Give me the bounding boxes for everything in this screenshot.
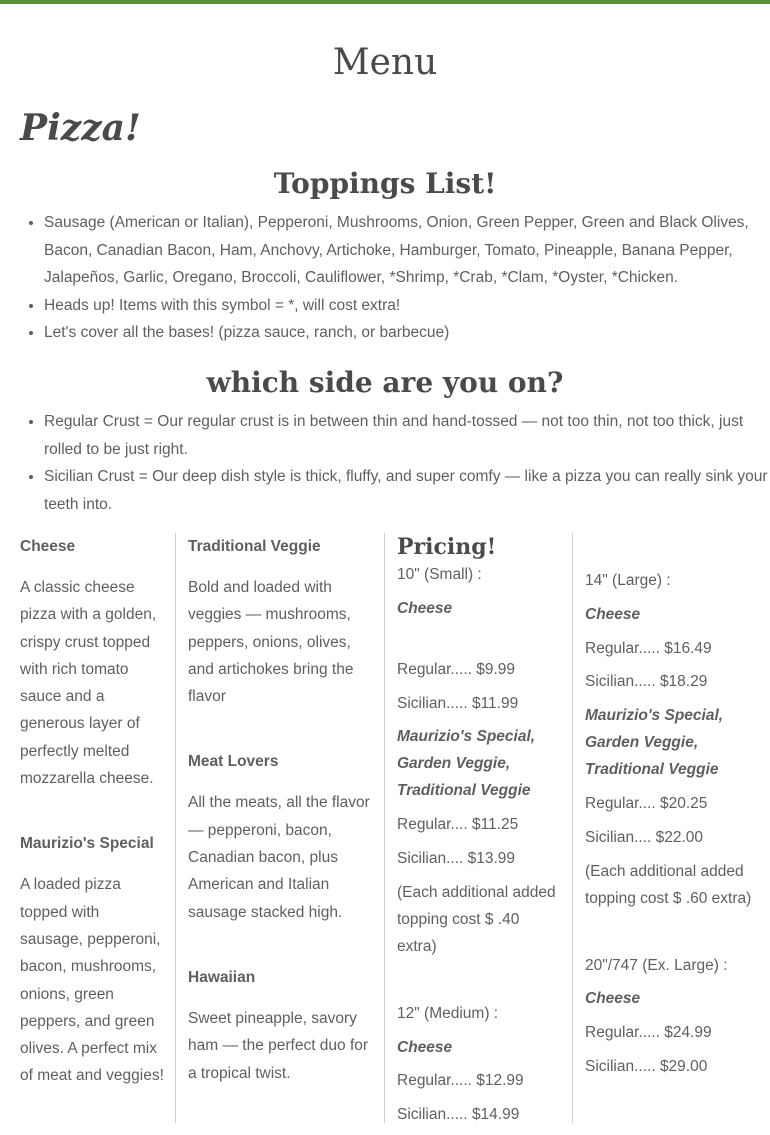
price-regular: Regular..... $16.49 xyxy=(585,639,712,657)
crust-heading: which side are you on? xyxy=(206,366,564,399)
price-sicilian: Sicilian.... $13.99 xyxy=(397,849,516,867)
list-item: • Heads up! Items with this symbol = *, will cost extra! xyxy=(44,292,770,320)
pizza-name-cheese: Cheese xyxy=(20,538,76,555)
pizza-description: Bold and loaded with veggies — mushrooms, peppers, onions, olives, and artichokes bring the flavor xyxy=(188,579,354,706)
pizza-column-1 xyxy=(20,533,165,1128)
section-heading-pizza: Pizza! xyxy=(20,107,141,149)
price-label-cheese: Cheese xyxy=(585,605,641,623)
pizza-description: A loaded pizza topped with sausage, pepperoni, bacon, mushrooms, onions, green peppers, and green olives. A perfect mix of meat and veggies! xyxy=(20,876,164,1085)
list-item: • Let's cover all the bases! (pizza sauce, ranch, or barbecue) xyxy=(44,319,770,347)
size-medium: 12" (Medium) : xyxy=(397,1004,499,1022)
pricing-column-1 xyxy=(397,533,562,1135)
column-divider xyxy=(572,533,573,1123)
price-sicilian: Sicilian.... $22.00 xyxy=(585,828,704,846)
pizza-description: Sweet pineapple, savory ham — the perfect duo for a tropical twist. xyxy=(188,1009,369,1082)
pizza-name-meat-lovers: Meat Lovers xyxy=(188,753,279,771)
pizza-name-traditional-veggie: Traditional Veggie xyxy=(188,538,321,555)
price-regular: Regular..... $12.99 xyxy=(397,1072,524,1090)
pizza-name-hawaiian: Hawaiian xyxy=(188,968,256,986)
price-label-specialty: Maurizio's Special, Garden Veggie, Traditional Veggie xyxy=(397,728,536,800)
list-item: • Regular Crust = Our regular crust is in between thin and hand-tossed — not too thin, not too thick, just rolled to be just right. xyxy=(44,408,770,463)
crust-list xyxy=(20,408,770,518)
price-label-specialty: Maurizio's Special, Garden Veggie, Traditional Veggie xyxy=(585,707,724,779)
pizza-column-2 xyxy=(188,533,374,1125)
price-sicilian: Sicilian..... $29.00 xyxy=(585,1057,708,1075)
column-divider xyxy=(175,533,176,1123)
pizza-name-maurizios-special: Maurizio's Special xyxy=(20,835,154,853)
price-regular: Regular.... $20.25 xyxy=(585,794,708,812)
size-xlarge: 20"/747 (Ex. Large) : xyxy=(585,956,728,974)
pizza-description: All the meats, all the flavor — pepperoni, bacon, Canadian bacon, plus American and Italian sausage stacked high. xyxy=(188,794,370,921)
pricing-heading: Pricing! xyxy=(397,534,497,560)
price-sicilian: Sicilian..... $18.29 xyxy=(585,673,708,691)
column-divider xyxy=(384,533,385,1123)
pizza-description: A classic cheese pizza with a golden, crispy crust topped with rich tomato sauce and a generous layer of perfectly melted mozzarella cheese. xyxy=(20,579,157,788)
size-small: 10" (Small) : xyxy=(397,566,482,583)
toppings-list xyxy=(20,209,770,347)
list-item: • Sausage (American or Italian), Pepperoni, Mushrooms, Onion, Green Pepper, Green and Black Olives, Bacon, Canadian Bacon, Ham, Anchovy, Artichoke, Hamburger, Tomato, Pineapple, Banana Pepper, Jalapeños, Garlic, Oregano, Broccoli, Cauliflower, *Shrimp, *Crab, *Clam, *Oyster, *Chicken. xyxy=(44,209,770,292)
topping-cost-note: (Each additional added topping cost $ .40 extra) xyxy=(397,883,556,955)
price-label-cheese: Cheese xyxy=(397,1038,453,1056)
price-label-cheese: Cheese xyxy=(585,990,641,1008)
pricing-column-2 xyxy=(585,567,755,1087)
price-sicilian: Sicilian..... $11.99 xyxy=(397,694,519,712)
top-accent-bar xyxy=(0,0,770,4)
size-large: 14" (Large) : xyxy=(585,572,671,589)
page-title: Menu xyxy=(332,42,438,83)
price-sicilian: Sicilian..... $14.99 xyxy=(397,1106,520,1124)
list-item: • Sicilian Crust = Our deep dish style is thick, fluffy, and super comfy — like a pizza you can really sink your teeth into. xyxy=(44,463,770,518)
topping-cost-note: (Each additional added topping cost $ .60 extra) xyxy=(585,862,752,907)
price-label-cheese: Cheese xyxy=(397,599,453,617)
price-regular: Regular..... $9.99 xyxy=(397,660,516,678)
toppings-heading: Toppings List! xyxy=(273,167,497,200)
price-regular: Regular..... $24.99 xyxy=(585,1024,712,1042)
price-regular: Regular.... $11.25 xyxy=(397,816,519,834)
